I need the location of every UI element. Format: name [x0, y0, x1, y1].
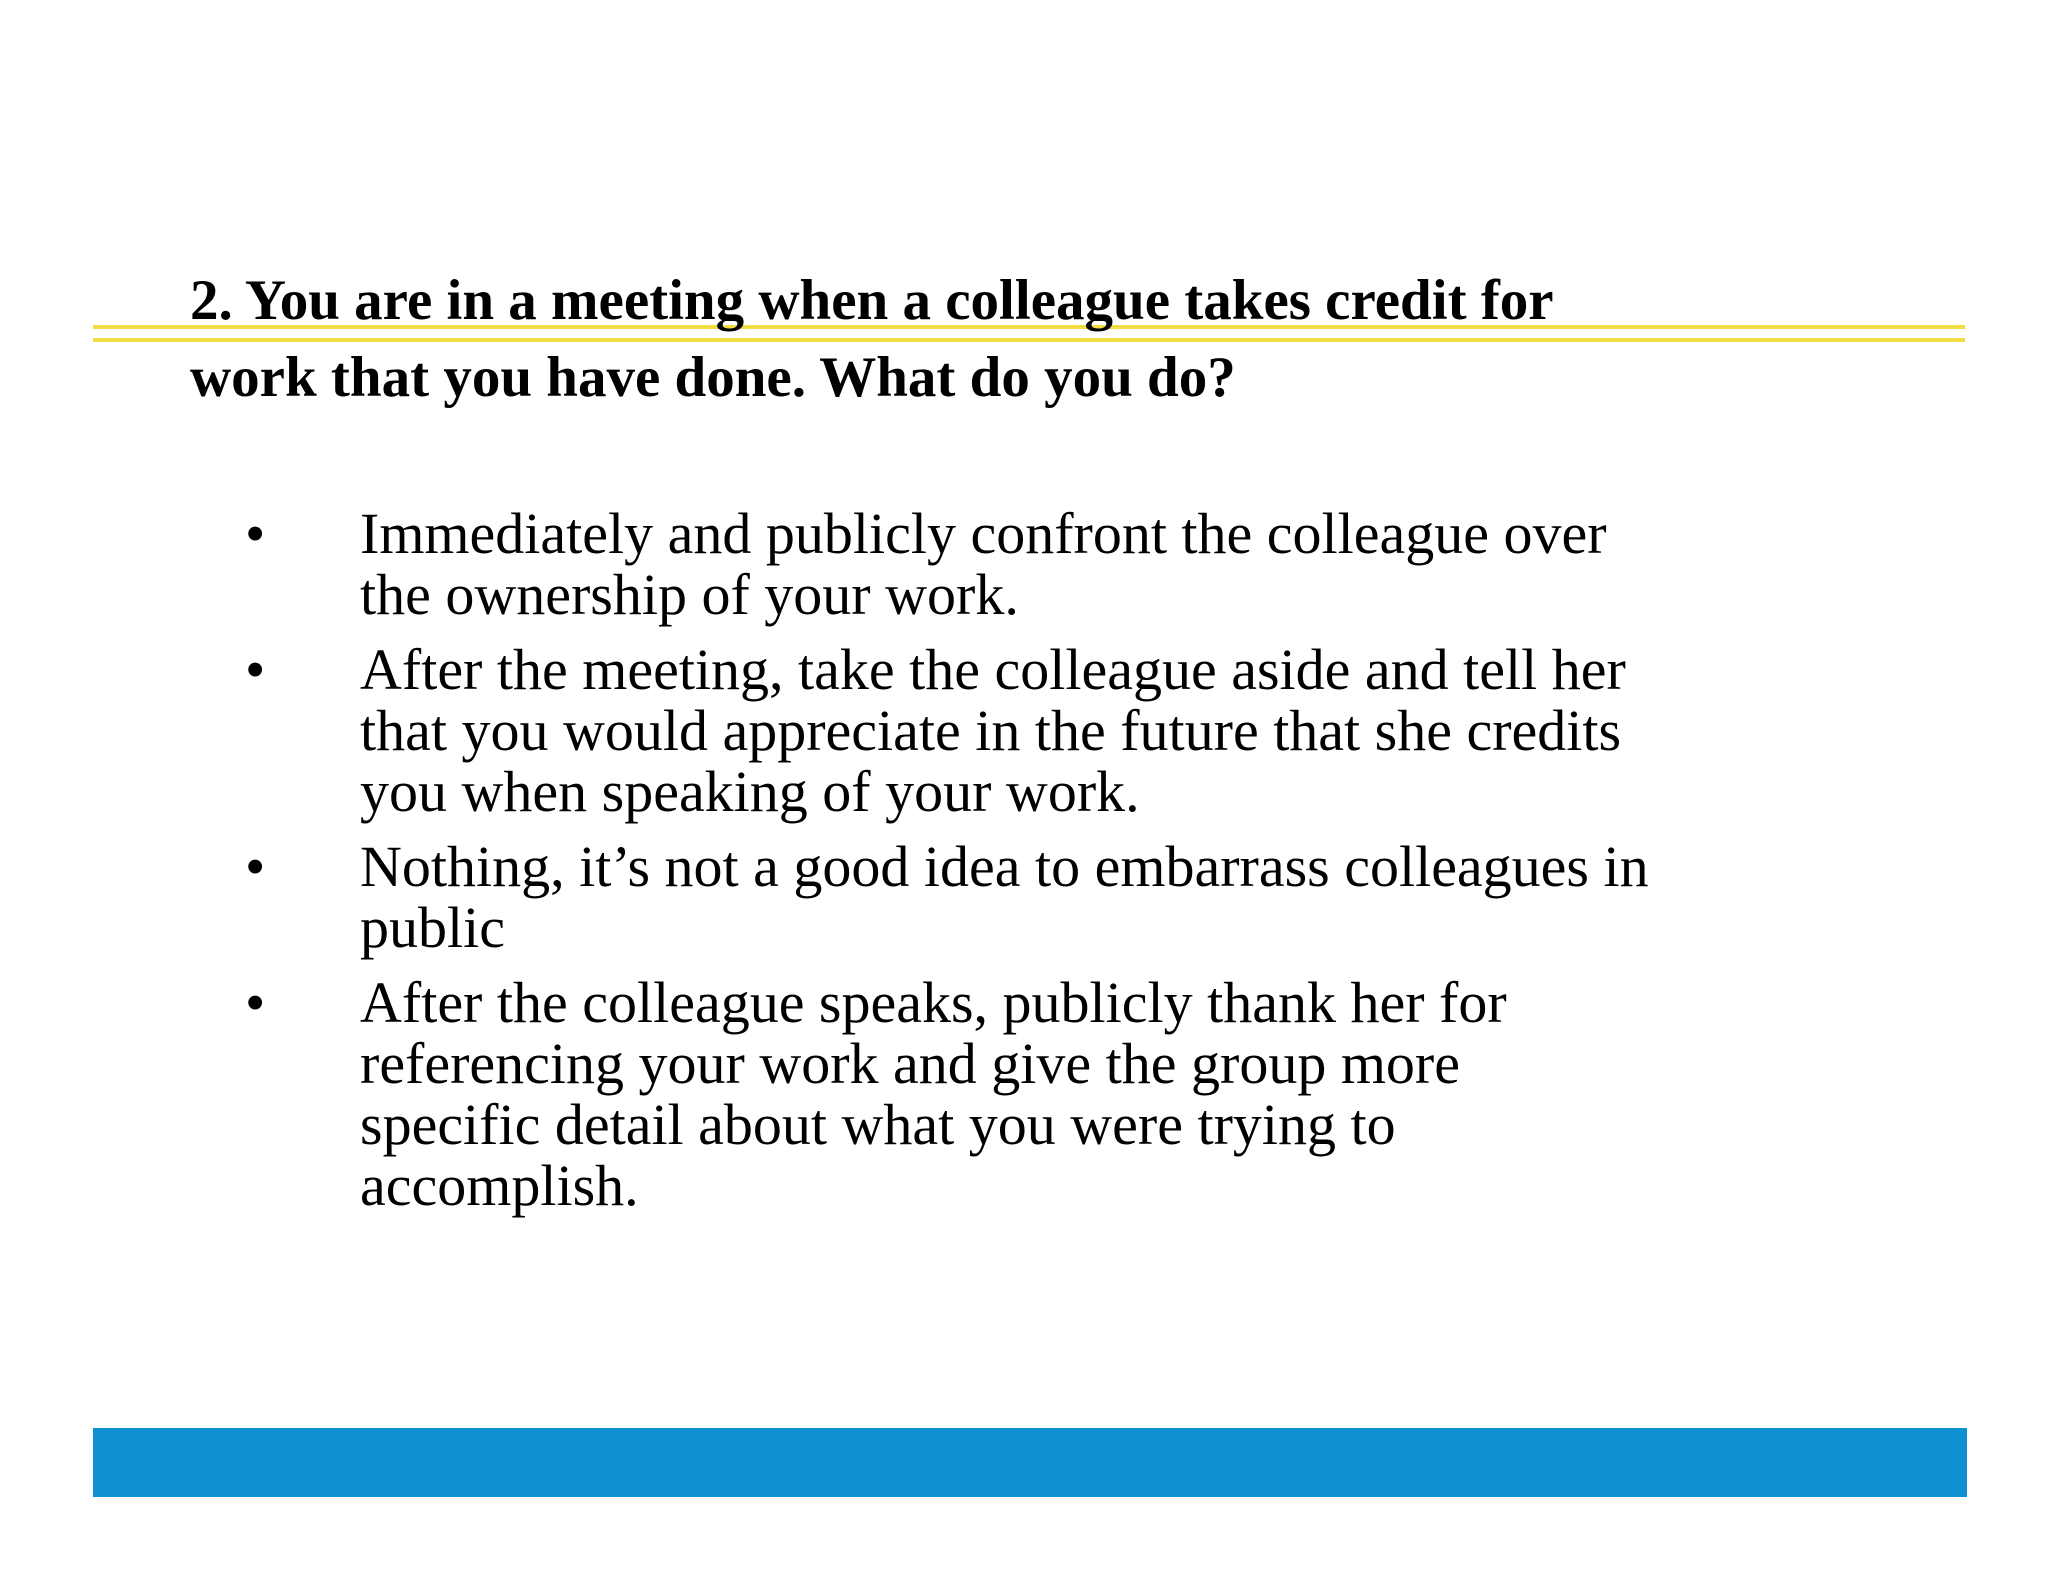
- answer-option-line: After the colleague speaks, publicly thank her for: [360, 970, 1507, 1035]
- answer-option-line: accomplish.: [360, 1153, 639, 1218]
- answer-option-3: [245, 836, 1865, 958]
- answer-option-2: [245, 639, 1865, 822]
- answer-option-text: [360, 836, 1865, 958]
- answer-option-line: the ownership of your work.: [360, 562, 1019, 627]
- bullet-icon: •: [245, 834, 266, 899]
- answer-option-line: public: [360, 895, 505, 960]
- slide-title: [190, 262, 1890, 416]
- bullet-icon: •: [245, 970, 266, 1035]
- answer-option-text: [360, 639, 1865, 822]
- answer-options-list: [245, 503, 1865, 1230]
- answer-option-line: After the meeting, take the colleague aside and tell her: [360, 637, 1626, 702]
- answer-option-text: [360, 972, 1865, 1216]
- footer-bar: [93, 1428, 1967, 1497]
- answer-option-line: specific detail about what you were trying to: [360, 1092, 1396, 1157]
- answer-option-4: [245, 972, 1865, 1216]
- answer-option-line: Nothing, it’s not a good idea to embarrass colleagues in: [360, 834, 1649, 899]
- answer-option-line: that you would appreciate in the future that she credits: [360, 698, 1622, 763]
- answer-option-line: you when speaking of your work.: [360, 759, 1140, 824]
- slide-title-line-1: 2. You are in a meeting when a colleague takes credit for: [190, 269, 1554, 332]
- answer-option-1: [245, 503, 1865, 625]
- answer-option-line: referencing your work and give the group more: [360, 1031, 1460, 1096]
- bullet-icon: •: [245, 637, 266, 702]
- answer-option-line: Immediately and publicly confront the colleague over: [360, 501, 1607, 566]
- bullet-icon: •: [245, 501, 266, 566]
- slide-title-line-2: work that you have done. What do you do?: [190, 346, 1236, 409]
- answer-option-text: [360, 503, 1865, 625]
